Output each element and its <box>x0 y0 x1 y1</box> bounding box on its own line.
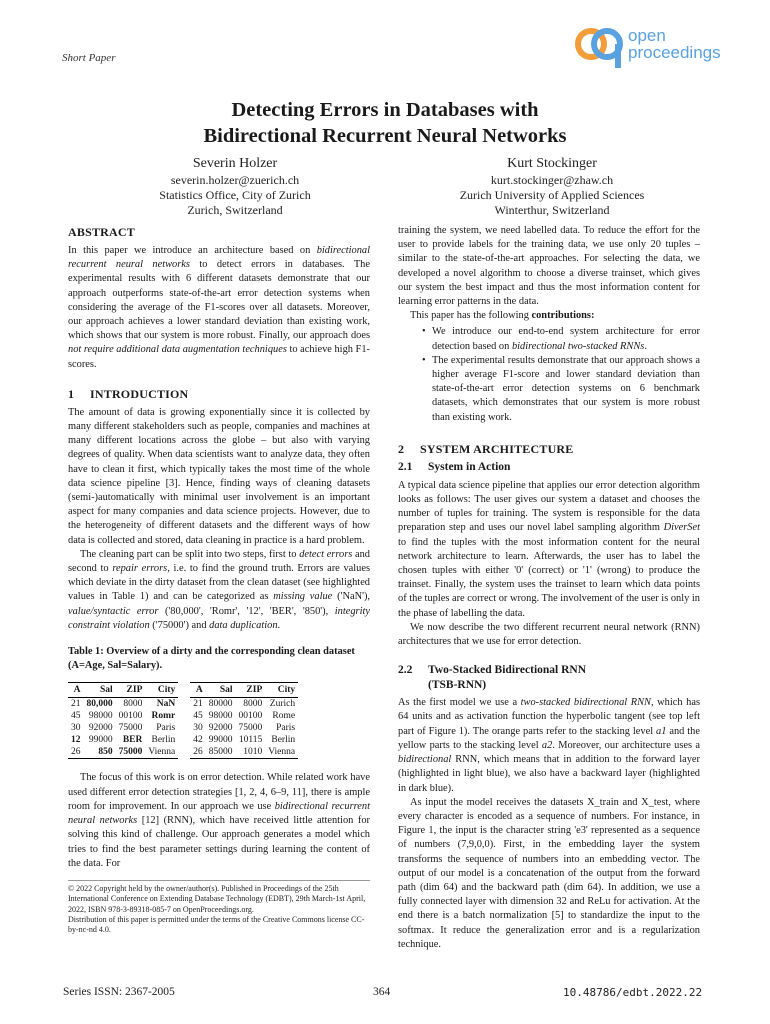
copyright-footnote: © 2022 Copyright held by the owner/author(s). Published in Proceedings of the 25th International Conference on Extending Database Technology (EDBT), 29th March-1st April, 2022, ISBN 978-3-89318-085-7 on OpenProceedings.org. Distribution of this paper is permitted under the terms of the Creative Commons license CC-by-nc-nd 4.0. <box>68 880 370 935</box>
table-row: 30 92000 75000 Paris <box>193 723 296 734</box>
right-column <box>398 224 700 952</box>
logo-mark-icon <box>574 24 626 72</box>
table-pair <box>68 682 370 759</box>
clean-table: A Sal ZIP City 21 80000 8000 Zurich 45 98000 00100 Rome 30 92000 75000 Paris 42 99000 10115 Berlin 26 85000 1010 Vienna <box>190 682 298 759</box>
contributions-list <box>398 325 700 424</box>
intro-paragraph: The cleaning part can be split into two steps, first to detect errors and second to repair errors, i.e. to find the ground truth. Errors are values which deviate in the dirty dataset from the clean dataset (see highlighted values in Table 1) and can be categorized as missing value ('NaN'), value/syntactic error ('80,000', 'Romr', '12', 'BER', '850'), integrity constraint violation ('75000') and data duplication. <box>68 548 371 631</box>
table-caption: Table 1: Overview of a dirty and the corresponding clean dataset (A=Age, Sal=Salary). <box>68 646 355 672</box>
abstract-heading: ABSTRACT <box>68 225 135 239</box>
author-name: Kurt Stockinger <box>507 156 597 171</box>
body-paragraph: As the first model we use a two-stacked bidirectional RNN, which has 64 units and as activation function the hyperbolic tangent (see top left part of Figure 1). The orange parts refer to the stacking level a1 and the yellow parts to the stacking level a2. Moreover, our architecture uses a bidirectional RNN, which means that in addition to the forward layer (highlighted in light blue), we also have a backward layer (highlighted in dark blue). <box>398 697 700 794</box>
table-row: 21 80,000 8000 NaN <box>71 699 176 710</box>
author-block <box>402 156 702 218</box>
subsection-heading: 2.2 Two-Stacked Bidirectional RNN (TSB-RNN) <box>398 664 587 692</box>
author-affiliation: Zurich University of Applied Sciences <box>459 188 645 202</box>
left-column <box>68 224 370 871</box>
table-row: 26 850 75000 Vienna <box>68 746 178 759</box>
subsection-heading: 2.1 System in Action <box>398 460 511 473</box>
body-paragraph: As input the model receives the datasets X_train and X_test, where every character is encoded as a sequence of numbers. For instance, in Figure 1, the input is the character string 'e3' represented as a sequence of numbers (7,9,0,0). First, in the embedding layer the system transforms the sequence of numbers into an embedding vector. The output of our model is a concatenation of the output from the forward path (dim 64) and the backward path (dim 64). In addition, we use a fully connected layer with dimension 32 and ReLu for activation. At the end there is a batch normalization [5] to standardize the input to the softmax. It reduce the generalization error and is a regularization technique. <box>398 796 700 950</box>
table-row: 42 99000 10115 Berlin <box>193 735 296 746</box>
abstract-text: In this paper we introduce an architecture based on bidirectional recurrent neural networks to detect errors in databases. The experimental results with 6 different datasets demonstrate that our approach outperforms state-of-the-art error detection systems when considering the average of the F1-scores over all datasets. Moreover, our approach achieves a lower standard deviation than existing work, which shows that our system is more robust. Finally, our approach does not require additional data augmentation techniques to achieve high F1-scores. <box>68 245 370 370</box>
body-paragraph: training the system, we need labelled data. To reduce the effort for the user to provide labels for the training data, we use only 20 tuples – similar to the state-of-the-art approaches. For selecting the data, we developed a novel algorithm to choose a diverse trainset, which gives our system the best impact and thus the most information content for learning error patterns in the data. <box>398 225 700 308</box>
author-location: Zurich, Switzerland <box>187 203 283 217</box>
table-row: 12 99000 BER Berlin <box>71 735 176 746</box>
author-affiliation: Statistics Office, City of Zurich <box>159 188 311 202</box>
intro-paragraph: The amount of data is growing exponentially since it is collected by many different stakeholders such as people, companies and machines at many different locations across the globe – but also with varying degrees of quality. When data scientists want to analyze data, they often have to clean it first, which typically takes the most time of the whole data science pipeline [3]. Hence, finding ways of cleaning datasets (semi-)automatically with minimal user involvement is an important aspect for many companies and data science projects. However, due to the heterogeneity of different datasets and the different ways of how data is collected and stored, data cleaning in practice is a hard problem. <box>68 406 370 546</box>
author-email: kurt.stockinger@zhaw.ch <box>490 173 614 187</box>
openproceedings-logo <box>574 24 724 72</box>
section-heading: 2 SYSTEM ARCHITECTURE <box>398 441 574 456</box>
author-email: severin.holzer@zuerich.ch <box>170 173 300 187</box>
intro-heading: 1 INTRODUCTION <box>68 386 189 401</box>
list-item: • We introduce our end-to-end system architecture for error detection based on bidirectional two-stacked RNNs. <box>398 325 700 353</box>
table-row: 45 98000 00100 Rome <box>193 711 296 722</box>
author-location: Winterthur, Switzerland <box>494 203 610 217</box>
body-paragraph: A typical data science pipeline that applies our error detection algorithm looks as follows: The user gives our system a dataset and chooses the number of tuples for training. The system is responsible for the data preparation step and uses our novel label sampling algorithm DiverSet to find the tuples with the most information content for the neural network architecture to learn. Afterwards, the user has to label the chosen tuples with either '0' (correct) or '1' (wrong) to produce the trainset. Finally, the system uses the trainset to learn which data points of the tuples are correct or wrong. The involvement of the user is only in the phase of labelling the data. <box>398 479 700 619</box>
dirty-table: A Sal ZIP City 21 80,000 8000 NaN 45 98000 00100 Romr 30 92000 75000 Paris 12 99000 BER Berlin 26 850 75000 Vienna <box>68 682 178 759</box>
page-number: 364 <box>373 986 391 998</box>
paper-title: Detecting Errors in Databases with Bidirectional Recurrent Neural Networks <box>203 99 567 147</box>
author-block <box>85 156 385 218</box>
table-row: 45 98000 00100 Romr <box>71 711 176 722</box>
footer-doi: 10.48786/edbt.2022.22 <box>563 986 703 999</box>
body-paragraph: We now describe the two different recurrent neural network (RNN) architectures that we use for error detection. <box>398 621 700 648</box>
short-paper-label: Short Paper <box>62 52 116 64</box>
table-row: 30 92000 75000 Paris <box>71 723 176 734</box>
intro-paragraph: The focus of this work is on error detection. While related work have used different error detection strategies [1, 2, 4, 6–9, 11], there is ample room for improvement. In our approach we use bidirectional recurrent neural networks [12] (RNN), which have received little attention for solving this kind of challenge. Our approach generates a model which tries to find the best parameter settings during learning the content of the data. For <box>68 772 371 869</box>
author-name: Severin Holzer <box>192 156 278 171</box>
body-paragraph: This paper has the following contributions: <box>410 310 595 322</box>
list-item: • The experimental results demonstrate that our approach shows a higher average F1-score and lower standard deviation than state-of-the-art error detection systems on 6 benchmark datasets, which demonstrates that our system is more robust than existing work. <box>398 354 700 425</box>
footer-issn: Series ISSN: 2367-2005 <box>63 986 175 998</box>
table-row: 26 85000 1010 Vienna <box>190 746 298 759</box>
logo-text: open proceedings <box>628 26 721 62</box>
table-row: 21 80000 8000 Zurich <box>193 699 296 710</box>
